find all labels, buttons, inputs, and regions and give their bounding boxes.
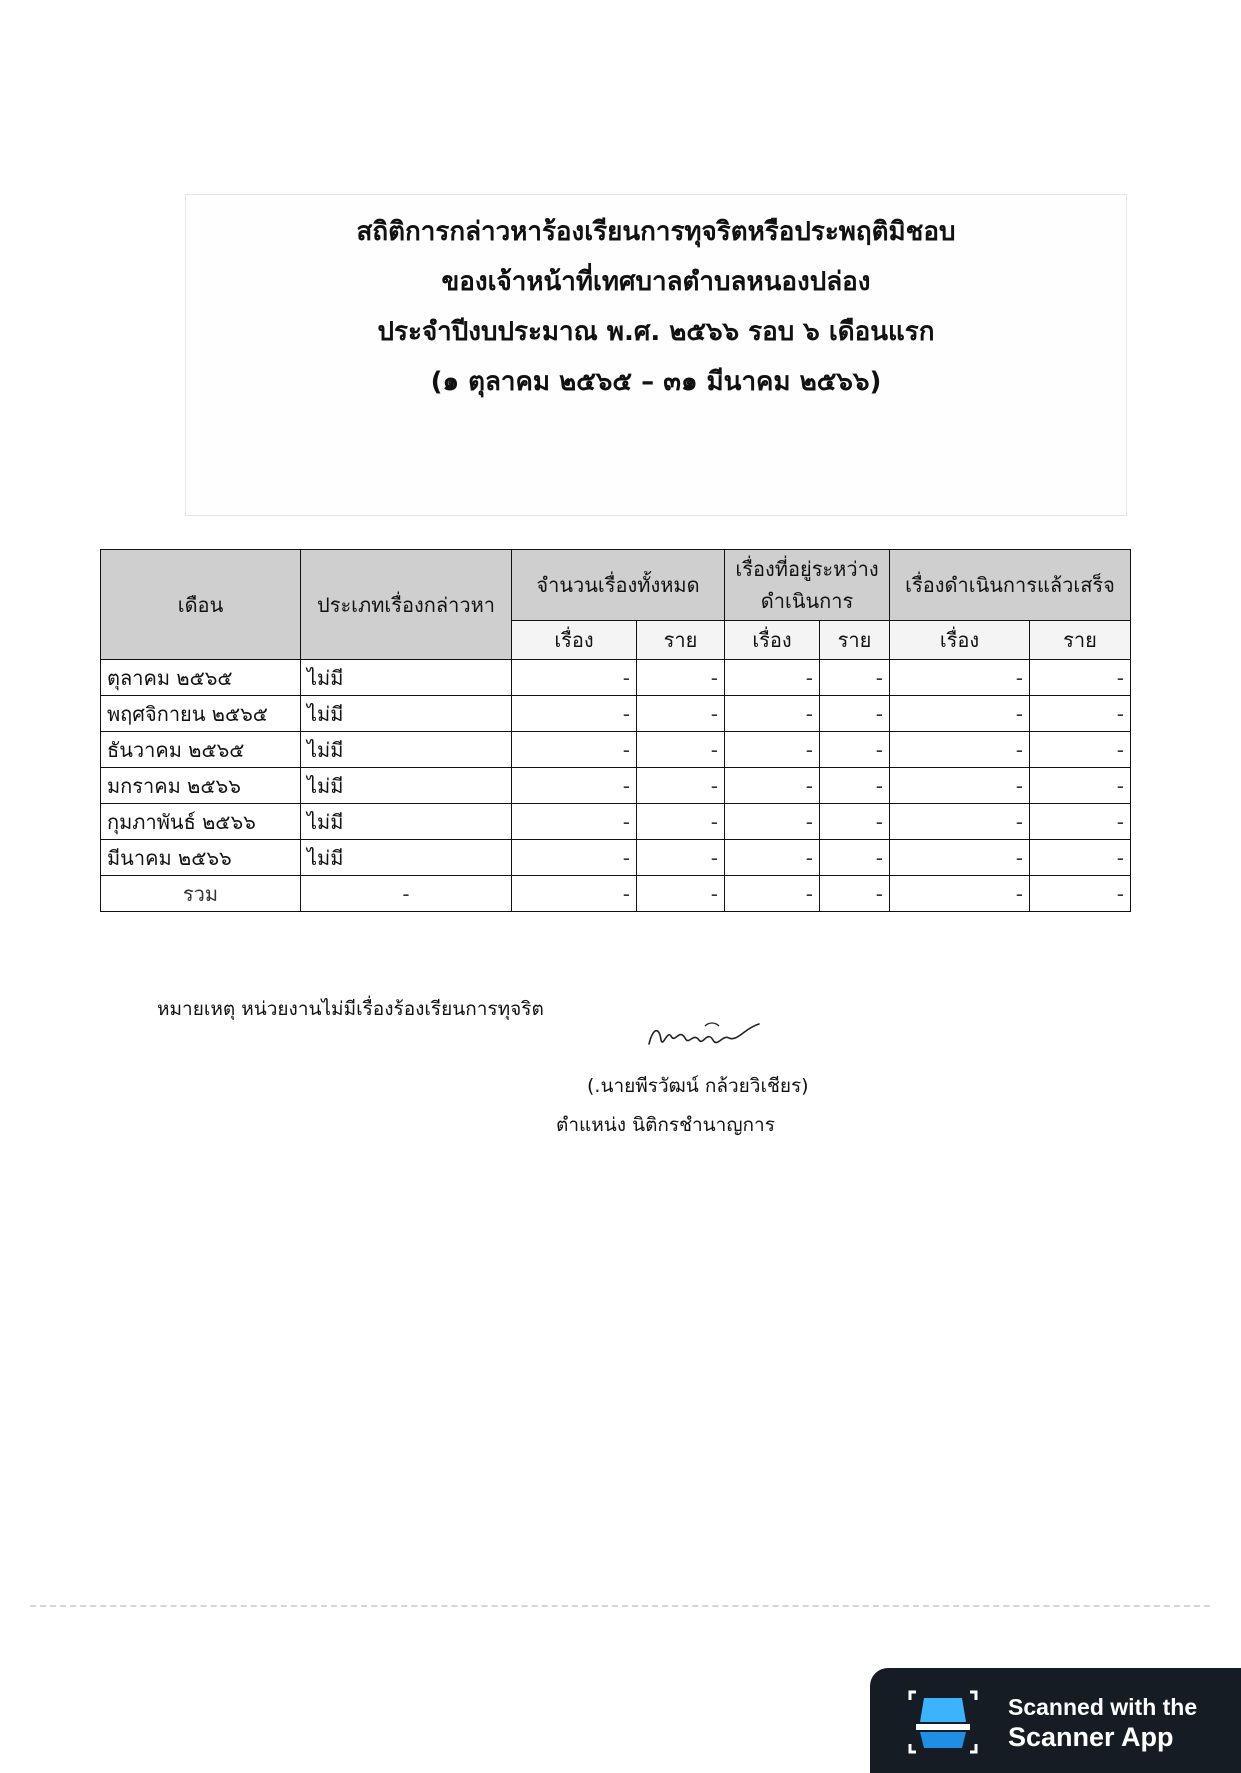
cell-progress-persons: - xyxy=(820,840,890,876)
header-total: จำนวนเรื่องทั้งหมด xyxy=(512,550,725,621)
cell-done-cases: - xyxy=(890,732,1030,768)
cell-type: ไม่มี xyxy=(301,804,512,840)
cell-progress-persons: - xyxy=(820,768,890,804)
cell-total-persons: - xyxy=(637,660,725,696)
cell-done-persons: - xyxy=(1030,840,1131,876)
cell-month: พฤศจิกายน ๒๕๖๕ xyxy=(101,696,301,732)
cell-done-cases: - xyxy=(890,660,1030,696)
title-line-3: ประจำปีงบประมาณ พ.ศ. ๒๕๖๖ รอบ ๖ เดือนแรก xyxy=(377,317,935,347)
handwritten-signature xyxy=(645,1018,765,1054)
cell-month: มกราคม ๒๕๖๖ xyxy=(101,768,301,804)
subheader-progress-persons: ราย xyxy=(820,621,890,660)
cell-type: ไม่มี xyxy=(301,732,512,768)
cell-sum-done-cases: - xyxy=(890,876,1030,912)
cell-type: ไม่มี xyxy=(301,840,512,876)
cell-progress-persons: - xyxy=(820,732,890,768)
scanner-badge-line2: Scanner App xyxy=(1008,1722,1174,1752)
page-divider xyxy=(30,1605,1210,1607)
title-line-1: สถิติการกล่าวหาร้องเรียนการทุจริตหรือประพฤติมิชอบ xyxy=(356,217,956,247)
cell-month: ธันวาคม ๒๕๖๕ xyxy=(101,732,301,768)
cell-sum-total-persons: - xyxy=(637,876,725,912)
cell-total-cases: - xyxy=(512,660,637,696)
subheader-done-persons: ราย xyxy=(1030,621,1131,660)
signer-position: ตำแหน่ง นิติกรชำนาญการ xyxy=(556,1114,775,1136)
cell-total-persons: - xyxy=(637,804,725,840)
header-in-progress-line2: ดำเนินการ xyxy=(760,589,854,613)
scanner-badge-line1: Scanned with the xyxy=(1008,1694,1198,1720)
cell-sum-progress-persons: - xyxy=(820,876,890,912)
cell-total-persons: - xyxy=(637,732,725,768)
table-row xyxy=(101,732,1131,768)
title-box xyxy=(185,194,1127,516)
table-row xyxy=(101,660,1131,696)
cell-done-cases: - xyxy=(890,840,1030,876)
cell-done-cases: - xyxy=(890,696,1030,732)
cell-progress-cases: - xyxy=(725,804,820,840)
remark-note: หมายเหตุ หน่วยงานไม่มีเรื่องร้องเรียนการทุจริต xyxy=(157,998,544,1020)
cell-sum-progress-cases: - xyxy=(725,876,820,912)
cell-total-cases: - xyxy=(512,804,637,840)
cell-month: ตุลาคม ๒๕๖๕ xyxy=(101,660,301,696)
statistics-table xyxy=(100,549,1131,912)
cell-progress-cases: - xyxy=(725,840,820,876)
cell-total-persons: - xyxy=(637,840,725,876)
cell-progress-cases: - xyxy=(725,768,820,804)
cell-month: มีนาคม ๒๕๖๖ xyxy=(101,840,301,876)
cell-done-cases: - xyxy=(890,804,1030,840)
subheader-total-persons: ราย xyxy=(637,621,725,660)
cell-month: กุมภาพันธ์ ๒๕๖๖ xyxy=(101,804,301,840)
cell-progress-persons: - xyxy=(820,696,890,732)
cell-total-cases: - xyxy=(512,732,637,768)
cell-type: ไม่มี xyxy=(301,660,512,696)
header-type: ประเภทเรื่องกล่าวหา xyxy=(301,550,512,660)
header-month: เดือน xyxy=(101,550,301,660)
cell-sum-done-persons: - xyxy=(1030,876,1131,912)
signer-name: (.นายพีรวัฒน์ กล้วยวิเชียร) xyxy=(587,1075,809,1097)
cell-type: ไม่มี xyxy=(301,768,512,804)
header-in-progress-line1: เรื่องที่อยู่ระหว่าง xyxy=(735,557,879,581)
cell-progress-persons: - xyxy=(820,660,890,696)
cell-total-persons: - xyxy=(637,696,725,732)
cell-total-cases: - xyxy=(512,696,637,732)
title-line-4: (๑ ตุลาคม ๒๕๖๕ – ๓๑ มีนาคม ๒๕๖๖) xyxy=(430,367,882,397)
title-line-2: ของเจ้าหน้าที่เทศบาลตำบลหนองปล่อง xyxy=(441,267,871,297)
total-row xyxy=(101,876,1131,912)
cell-total-persons: - xyxy=(637,768,725,804)
cell-progress-cases: - xyxy=(725,732,820,768)
cell-done-persons: - xyxy=(1030,804,1131,840)
cell-done-cases: - xyxy=(890,768,1030,804)
table-row xyxy=(101,840,1131,876)
cell-done-persons: - xyxy=(1030,660,1131,696)
subheader-total-cases: เรื่อง xyxy=(512,621,637,660)
table-row xyxy=(101,768,1131,804)
cell-total-type: - xyxy=(301,876,512,912)
cell-progress-persons: - xyxy=(820,804,890,840)
cell-done-persons: - xyxy=(1030,696,1131,732)
scanner-app-badge xyxy=(870,1668,1241,1773)
cell-done-persons: - xyxy=(1030,732,1131,768)
cell-total-cases: - xyxy=(512,768,637,804)
table-row xyxy=(101,804,1131,840)
cell-total-cases: - xyxy=(512,840,637,876)
header-completed: เรื่องดำเนินการแล้วเสร็จ xyxy=(890,550,1131,621)
cell-progress-cases: - xyxy=(725,696,820,732)
table-row xyxy=(101,696,1131,732)
subheader-progress-cases: เรื่อง xyxy=(725,621,820,660)
scanner-badge-text xyxy=(1008,1692,1197,1752)
cell-sum-total-cases: - xyxy=(512,876,637,912)
cell-type: ไม่มี xyxy=(301,696,512,732)
cell-total-label: รวม xyxy=(101,876,301,912)
scanner-icon xyxy=(908,1688,978,1756)
subheader-done-cases: เรื่อง xyxy=(890,621,1030,660)
header-in-progress xyxy=(725,550,890,621)
cell-done-persons: - xyxy=(1030,768,1131,804)
cell-progress-cases: - xyxy=(725,660,820,696)
